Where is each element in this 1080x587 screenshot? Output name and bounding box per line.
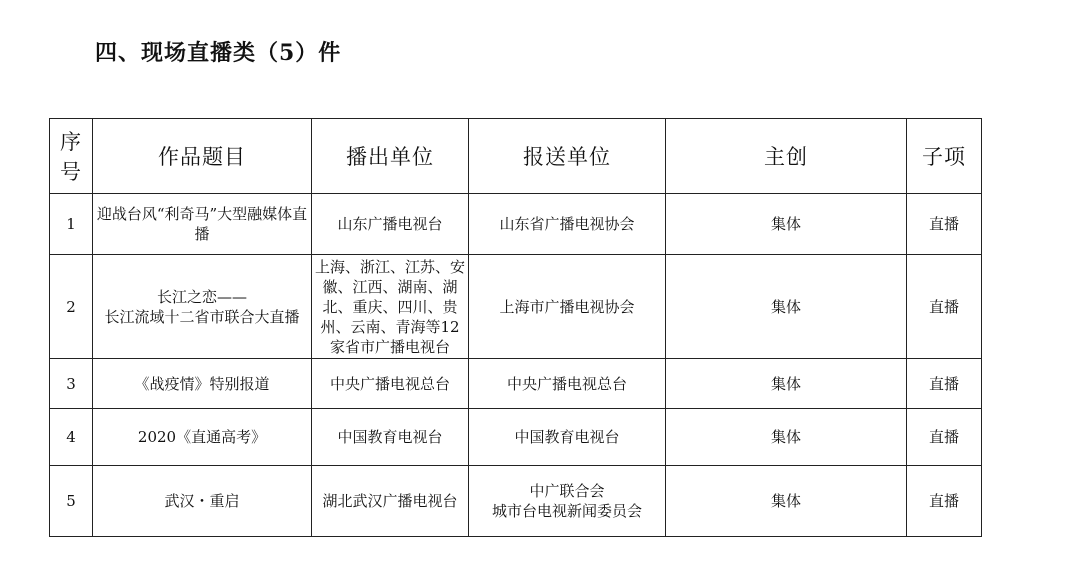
table-row <box>50 194 982 255</box>
cell-submitter: 中央广播电视总台 <box>469 359 666 409</box>
cell-subitem: 直播 <box>907 194 982 255</box>
cell-no: 3 <box>50 359 93 409</box>
cell-title: 迎战台风“利奇马”大型融媒体直播 <box>93 194 312 255</box>
cell-broadcaster: 山东广播电视台 <box>312 194 469 255</box>
cell-subitem: 直播 <box>907 466 982 537</box>
award-table <box>49 118 982 537</box>
cell-no: 4 <box>50 409 93 466</box>
header-creator: 主创 <box>666 119 907 194</box>
cell-title: 长江之恋—— 长江流域十二省市联合大直播 <box>93 255 312 359</box>
cell-creator: 集体 <box>666 255 907 359</box>
header-submitter: 报送单位 <box>469 119 666 194</box>
cell-submitter: 中国教育电视台 <box>469 409 666 466</box>
cell-no: 5 <box>50 466 93 537</box>
section-title: 四、现场直播类（5）件 <box>95 40 342 66</box>
cell-no: 1 <box>50 194 93 255</box>
header-title: 作品题目 <box>93 119 312 194</box>
header-subitem: 子项 <box>907 119 982 194</box>
table-row <box>50 359 982 409</box>
cell-subitem: 直播 <box>907 409 982 466</box>
header-no: 序号 <box>50 119 93 194</box>
cell-submitter: 上海市广播电视协会 <box>469 255 666 359</box>
cell-broadcaster: 上海、浙江、江苏、安徽、江西、湖南、湖北、重庆、四川、贵州、云南、青海等12家省市广播电视台 <box>312 255 469 359</box>
cell-submitter: 山东省广播电视协会 <box>469 194 666 255</box>
cell-title: 武汉・重启 <box>93 466 312 537</box>
cell-title: 《战疫情》特别报道 <box>93 359 312 409</box>
cell-creator: 集体 <box>666 466 907 537</box>
cell-title: 2020《直通高考》 <box>93 409 312 466</box>
cell-no: 2 <box>50 255 93 359</box>
cell-subitem: 直播 <box>907 255 982 359</box>
table-row <box>50 255 982 359</box>
cell-broadcaster: 中国教育电视台 <box>312 409 469 466</box>
table-header-row <box>50 119 982 194</box>
cell-creator: 集体 <box>666 194 907 255</box>
cell-subitem: 直播 <box>907 359 982 409</box>
cell-broadcaster: 湖北武汉广播电视台 <box>312 466 469 537</box>
cell-submitter: 中广联合会 城市台电视新闻委员会 <box>469 466 666 537</box>
cell-broadcaster: 中央广播电视总台 <box>312 359 469 409</box>
table-row <box>50 466 982 537</box>
table-row <box>50 409 982 466</box>
header-broadcaster: 播出单位 <box>312 119 469 194</box>
cell-creator: 集体 <box>666 409 907 466</box>
cell-creator: 集体 <box>666 359 907 409</box>
